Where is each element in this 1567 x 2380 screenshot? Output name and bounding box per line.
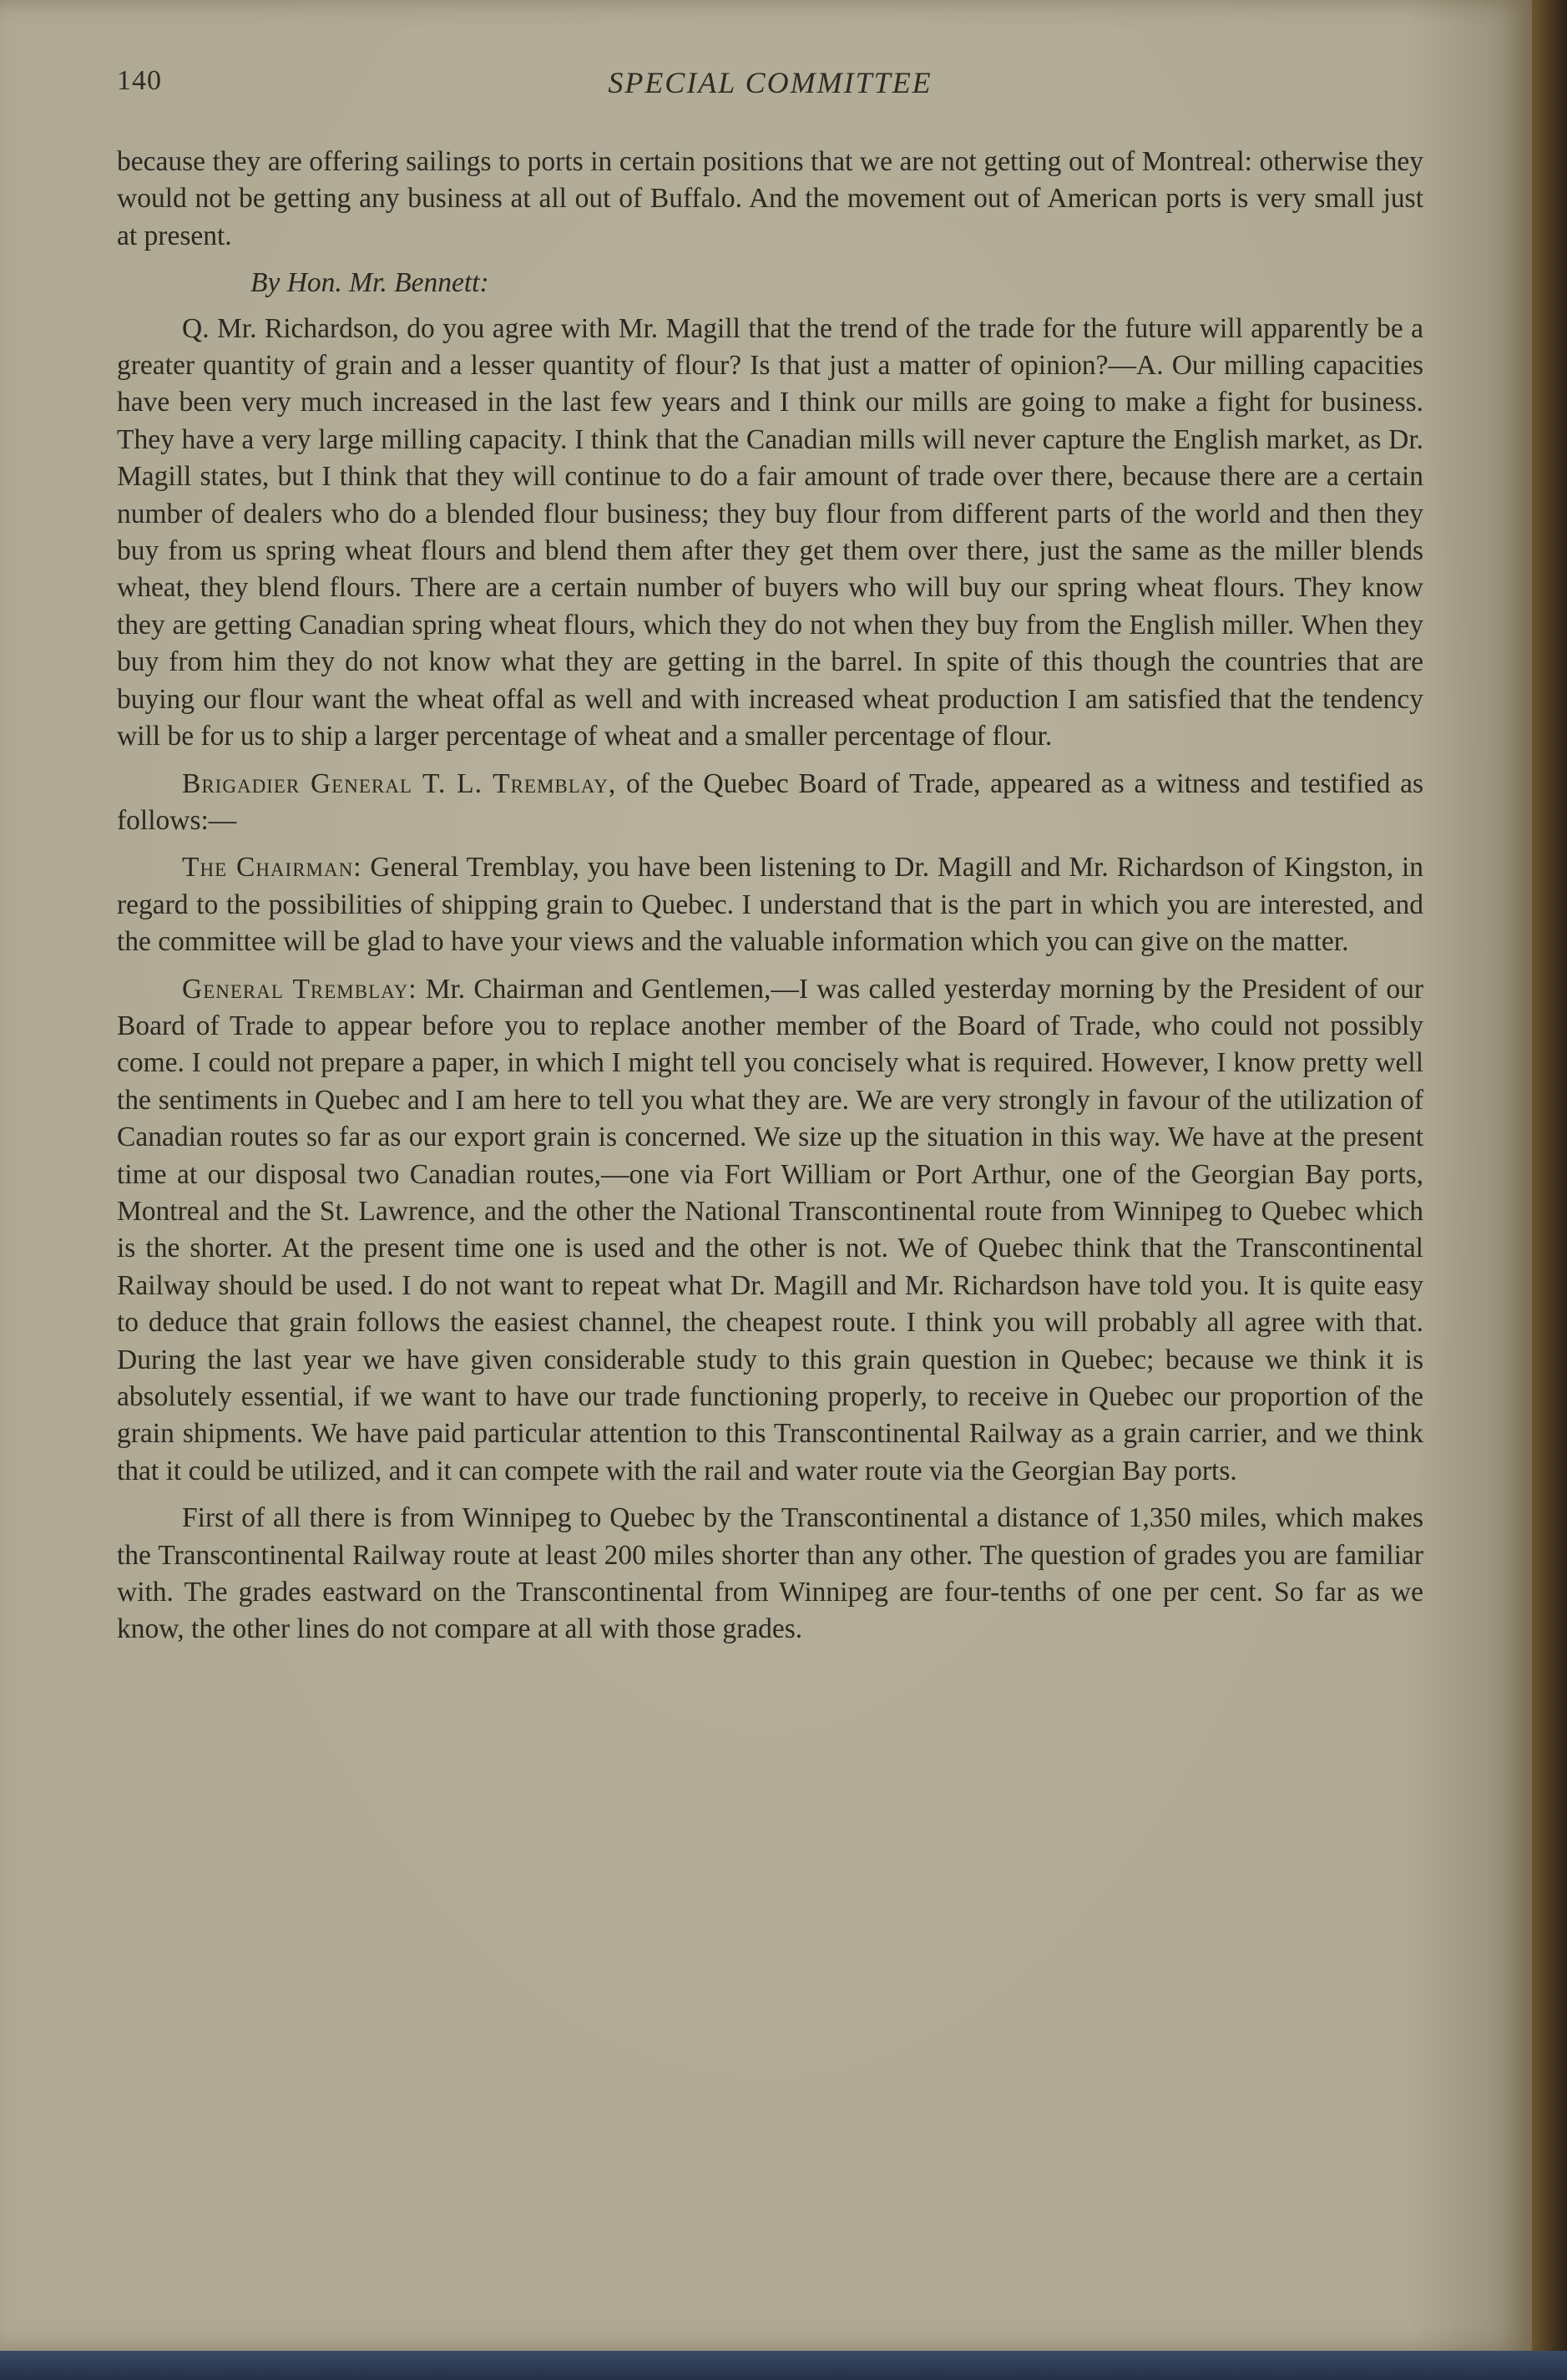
paragraph-chairman (117, 849, 1423, 960)
chairman-text: General Tremblay, you have been listening to Dr. Magill and Mr. Richardson of Kingston, in regard to the possibilities of shipping grain to Quebec. I understand that is the part in which you are interested, and the committee will be glad to have your views and the valuable information which you can give on the matter. (117, 852, 1424, 958)
speaker-tremblay: General Tremblay: (182, 973, 417, 1005)
examiner-byline: By Hon. Mr. Bennett: (250, 267, 489, 299)
book-bottom-edge (0, 2351, 1567, 2380)
witness-intro-text: of the Quebec Board of Trade, appeared as a witness and testified as follows:— (117, 767, 1424, 836)
witness-name: Brigadier General T. L. Tremblay, (182, 767, 617, 799)
page-header (117, 65, 1423, 107)
book-spine (1532, 0, 1567, 2380)
tremblay-text: Mr. Chairman and Gentlemen,—I was called yesterday morning by the President of our Board of Trade to appear before you to replace another member of the Board of Trade, who could not possibly come. I could not prepare a paper, in which I might tell you concisely what is required. However, I know pretty well the sentiments in Quebec and I am here to tell you what they are. We are very strongly in favour of the utilization of Canadian routes so far as our export grain is concerned. We size up the situation in this way. We have at the present time at our disposal two Canadian routes,—one via Fort William or Port Arthur, one of the Georgian Bay ports, Montreal and the St. Lawrence, and the other the National Transcontinental route from Winnipeg to Quebec which is the shorter. At the present time one is used and the other is not. We of Quebec think that the Transcontinental Railway should be used. I do not want to repeat what Dr. Magill and Mr. Richardson have told you. It is quite easy to deduce that grain follows the easiest channel, the cheapest route. I think you will probably all agree with that. During the last year we have given considerable study to this grain question in Quebec; because we think it is absolutely essential, if we want to have our trade functioning properly, to receive in Quebec our proportion of the grain shipments. We have paid particular attention to this Transcontinental Railway as a grain carrier, and we think that it could be utilized, and it can compete with the rail and water route via the Georgian Bay ports. (117, 973, 1424, 1486)
page-number: 140 (117, 65, 162, 96)
body-text (117, 144, 1423, 1658)
speaker-chairman: The Chairman: (182, 852, 362, 884)
running-head: SPECIAL COMMITTEE (608, 66, 933, 99)
paragraph-tremblay (117, 971, 1423, 1491)
paragraph-distance: First of all there is from Winnipeg to Quebec by the Transcontinental a distance of 1,350 miles, which makes the Transcontinental Railway route at least 200 miles shorter than any other. The question of grades you are familiar with. The grades eastward on the Transcontinental from Winnipeg are four-tenths of one per cent. So far as we know, the other lines do not compare at all with those grades. (117, 1502, 1423, 1645)
paragraph-continuation: because they are offering sailings to ports in certain positions that we are not getting out of Montreal: otherwise they would not be getting any business at all out of Buffalo. And the movement out of American ports is very small just at present. (117, 146, 1423, 251)
paragraph-witness-intro (117, 766, 1423, 840)
paragraph-question-answer: Q. Mr. Richardson, do you agree with Mr. Magill that the trend of the trade for the future will apparently be a greater quantity of grain and a lesser quantity of flour? Is that just a matter of opinion?—A. Our milling capacities have been very much increased in the last few years and I think our mills are going to make a fight for business. They have a very large milling capacity. I think that the Canadian mills will never capture the English market, as Dr. Magill states, but I think that they will continue to do a fair amount of trade over there, because there are a certain number of dealers who do a blended flour business; they buy flour from different parts of the world and then they buy from us spring wheat flours and blend them after they get them over there, just the same as the miller blends wheat, they blend flours. There are a certain number of buyers who will buy our spring wheat flours. They know they are getting Canadian spring wheat flours, which they do not when they buy from the English miller. When they buy from him they do not know what they are getting in the barrel. In spite of this though the countries that are buying our flour want the wheat offal as well and with increased wheat production I am satisfied that the tendency will be for us to ship a larger percentage of wheat and a smaller percentage of flour. (117, 312, 1423, 752)
